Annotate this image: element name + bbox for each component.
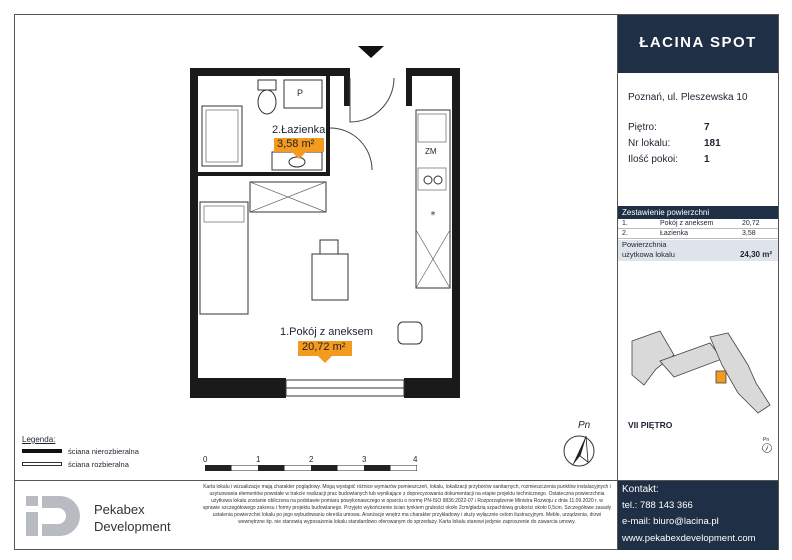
summary-name: Pokój z aneksem	[660, 220, 714, 227]
brand-logo: ŁACINA SPOT	[639, 34, 757, 51]
scale-tick: 3	[362, 455, 367, 464]
legend-item: ściana rozbieralna	[68, 460, 129, 469]
detail-label: Piętro:	[628, 122, 657, 133]
scale-tick: 1	[256, 455, 261, 464]
north-label: Pn	[578, 420, 591, 431]
outer-wall-bottom-left	[190, 378, 286, 398]
desk	[312, 254, 348, 300]
summary-row	[618, 219, 778, 229]
summary-no: 2.	[622, 230, 628, 237]
brand-header	[618, 15, 778, 73]
summary-no: 1.	[622, 220, 628, 227]
legend-swatch-solid	[22, 449, 62, 453]
contact-title: Kontakt:	[622, 484, 659, 495]
room2-name: 2.Łazienka	[272, 124, 326, 136]
building-minimap	[626, 325, 774, 417]
toilet	[258, 80, 276, 90]
detail-unit-number	[628, 138, 768, 152]
outer-wall-top-right	[406, 68, 460, 76]
outer-wall-left	[190, 68, 198, 398]
fridge-label: ZM	[425, 147, 437, 156]
developer-name-line2: Development	[94, 519, 171, 534]
shower	[202, 106, 242, 166]
detail-label: Ilość pokoi:	[628, 154, 679, 165]
outer-wall-bottom-right	[404, 378, 460, 398]
total-label-2: użytkowa lokalu	[622, 250, 675, 259]
contact-box	[618, 481, 778, 550]
right-panel-divider	[617, 15, 618, 550]
armchair	[398, 322, 422, 344]
minimap-north: Pn	[763, 437, 770, 443]
disclaimer: Karta lokalu i wizualizacje mają charakter poglądowy. Mogą wystąpić różnice wymiarów pomieszczeń, lokalu, lokalizacji przyborów sanitarnych, rozmieszczenia punktów instalacyjnych i usytuowania elementów powstałe w trakcie realizacji prac budowlanych lub wynikające z doprecyzowania dokumentacji na etapie projektu technicznego. Ostateczna powierzchnia użytkowa lokalu zostanie obliczona na podstawie pomiaru powykonawczego w oparciu o normę PN-ISO 9836:2022-07 i Rozporządzenie Ministra Rozwoju z dnia 11.09.2020 r. w sprawie szczegółowego zakresu i formy projektu budowlanego. Przyjęto wykończenie ścian tynkiem grubości około 2cm/gładzią szpachlową grubości około 0,5cm. Szczegółowe zasady ustalenia powierzchni lokalu po jego wybudowaniu określa umowa. Aranżacje wnętrz ma charakter przykładowy i służy wyłącznie celom ilustracyjnym. Meble, urządzenia, drzwi wewnętrzne itp. nie stanowią wyposażenia lokalu standardowo oferowanym do sprzedaży. Karta lokalu stanowi jedynie zaproszenie do zawarcia umowy.	[202, 484, 612, 525]
svg-text:*: *	[430, 210, 436, 221]
desk-chair	[320, 240, 338, 254]
minimap-compass-icon	[762, 443, 772, 453]
scale-tick: 2	[309, 455, 314, 464]
summary-total	[618, 240, 778, 261]
total-label-1: Powierzchnia	[622, 240, 667, 249]
summary-area: 3,58	[742, 230, 756, 237]
room2-area: 3,58 m²	[277, 138, 315, 150]
total-value: 24,30 m²	[739, 250, 772, 259]
scale-bar	[205, 465, 417, 471]
detail-value: 1	[704, 154, 710, 165]
entrance-arrow	[358, 46, 384, 58]
shaft-label: P	[297, 88, 304, 98]
entrance-door	[350, 78, 394, 122]
summary-area: 20,72	[742, 220, 760, 227]
contact-email[interactable]: e-mail: biuro@lacina.pl	[622, 516, 719, 527]
room1-area: 20,72 m²	[302, 341, 346, 353]
compass-icon	[562, 432, 596, 470]
room1-name: 1.Pokój z aneksem	[280, 326, 373, 338]
bathroom-wall	[198, 172, 326, 176]
floor-label: VII PIĘTRO	[628, 420, 673, 430]
detail-floor	[628, 122, 768, 136]
developer-name: Pekabex	[94, 502, 145, 517]
detail-value: 7	[704, 122, 710, 133]
outer-wall-right	[452, 68, 460, 398]
detail-value: 181	[704, 138, 721, 149]
detail-label: Nr lokalu:	[628, 138, 671, 149]
outer-wall-top-left	[190, 68, 350, 76]
detail-rooms	[628, 154, 768, 168]
developer-logo-icon	[24, 492, 84, 538]
scale-tick: 4	[413, 455, 418, 464]
legend-title: Legenda:	[22, 435, 56, 444]
unit-highlight	[716, 371, 726, 383]
summary-row	[618, 229, 778, 239]
legend-swatch-light	[22, 462, 62, 466]
contact-phone[interactable]: tel.: 788 143 366	[622, 500, 693, 511]
summary-title: Zestawienie powierzchni	[618, 206, 778, 219]
contact-website[interactable]: www.pekabexdevelopment.com	[622, 533, 756, 544]
scale-tick: 0	[203, 455, 208, 464]
summary-name: Łazienka	[660, 230, 689, 237]
address: Poznań, ul. Pleszewska 10	[628, 92, 748, 103]
legend-item: ściana nierozbieralna	[68, 447, 139, 456]
